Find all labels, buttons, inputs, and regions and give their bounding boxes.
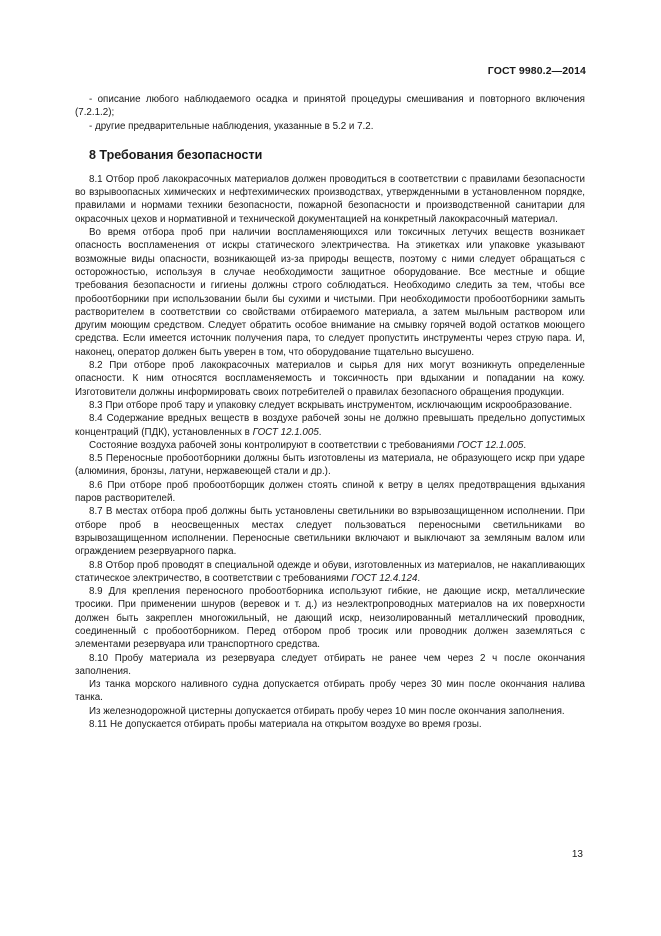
paragraph-8-10-rail: Из железнодорожной цистерны допускается отбирать пробу через 10 мин после окончания заполнения. xyxy=(89,705,565,717)
standard-reference: ГОСТ 12.4.124 xyxy=(351,572,418,584)
paragraph-8-7: 8.7 В местах отбора проб должны быть установлены светильники во взрывозащищенном исполнении. При отборе проб в неосвещенных местах следует пользоваться переносными светильниками во взрывозащищенном исполнении. Переносные светильники включают и выключают за земляным валом или ограждением резервуарного парка. xyxy=(75,506,585,558)
paragraph-8-10-sea: Из танка морского наливного судна допускается отбирать пробу через 30 мин после окончания налива танка. xyxy=(75,679,585,704)
paragraph-8-11: 8.11 Не допускается отбирать пробы материала на открытом воздухе во время грозы. xyxy=(89,719,482,731)
paragraph-8-9: 8.9 Для крепления переносного пробоотборника используют гибкие, не дающие искр, металлические тросики. При применении шнуров (веревок и т. д.) из неэлектропроводных материалов на их поверхности должен быть закреплен многожильный, не дающий искр, неизолированный металлический проводник, соединенный с пробоотборником. Перед отбором проб тросик или проводник должен заземляться с элементами резервуара или транспортного средства. xyxy=(75,586,585,651)
paragraph-tail: . xyxy=(523,439,527,451)
paragraph-text: Состояние воздуха рабочей зоны контролируют в соответствии с требованиями xyxy=(89,439,458,451)
page-body xyxy=(75,93,585,731)
paragraph-tail: . xyxy=(417,572,421,584)
intro-item: - другие предварительные наблюдения, указанные в 5.2 и 7.2. xyxy=(89,120,374,132)
paragraph-8-4-cont xyxy=(75,439,585,452)
intro-item: - описание любого наблюдаемого осадка и принятой процедуры смешивания и повторного включения (7.2.1.2); xyxy=(75,94,585,119)
paragraph-8-10: 8.10 Пробу материала из резервуара следует отбирать не ранее чем через 2 ч после окончания заполнения. xyxy=(75,652,585,677)
paragraph-tail: . xyxy=(318,426,322,438)
paragraph-8-5: 8.5 Переносные пробоотборники должны быть изготовлены из материала, не образующего искр при ударе (алюминия, бронзы, латуни, нержавеющей стали и др.). xyxy=(75,453,585,478)
paragraph-text: 8.8 Отбор проб проводят в специальной одежде и обуви, изготовленных из материалов, не накапливающих статическое электричество, в соответствии с требованиями xyxy=(75,559,585,584)
paragraph-8-3: 8.3 При отборе проб тару и упаковку следует вскрывать инструментом, исключающим искрообразование. xyxy=(89,399,573,411)
paragraph-text: 8.4 Содержание вредных веществ в воздухе рабочей зоны не должно превышать предельно допустимых концентраций (ПДК), установленных в xyxy=(75,413,585,438)
paragraph-8-1-cont: Во время отбора проб при наличии воспламеняющихся или токсичных летучих веществ возникает опасность воспламенения от искры статического электричества. На этикетках или упаковке указывают возможные виды опасности, возникающей из-за природы веществ, поэтому с ними следует обращаться с осторожностью, используя в случае необходимости защитное оборудование. Все местные и общие требования безопасности и гигиены должны строго соблюдаться. Необходимо следить за тем, чтобы все пробоотборники при использовании были бы сухими и чистыми. При необходимости пробоотборники замыть растворителем в соответствии со свойствами отбираемого материала, а затем мыльным раствором или другим моющим средством. Следует обратить особое внимание на смывку горячей водой остатков моющего средства. Если имеется источник получения пара, то следует пропустить инструменты через струю пара. И, наконец, оператор должен быть уверен в том, что оборудование тщательно высушено. xyxy=(75,227,585,358)
paragraph-8-1: 8.1 Отбор проб лакокрасочных материалов должен проводиться в соответствии с правилами безопасности во взрывоопасных химических и нефтехимических производствах, утвержденными в установленном порядке, правилами и нормами техники безопасности, пожарной безопасности и производственной санитарии для окрасочных цехов и нормативной и технической документацией на конкретный лакокрасочный материал. xyxy=(75,173,585,225)
page-number: 13 xyxy=(571,849,583,860)
standard-reference: ГОСТ 12.1.005 xyxy=(457,439,524,451)
document-code-header: ГОСТ 9980.2—2014 xyxy=(487,65,586,77)
paragraph-8-4 xyxy=(75,412,585,439)
paragraph-8-8 xyxy=(75,559,585,586)
section-title: 8 Требования безопасности xyxy=(89,147,263,162)
paragraph-8-6: 8.6 При отборе проб пробоотборщик должен стоять спиной к ветру в целях предотвращения вдыхания паров растворителей. xyxy=(75,479,585,505)
paragraph-8-2: 8.2 При отборе проб лакокрасочных материалов и сырья для них могут возникнуть определенные опасности. К ним относятся воспламеняемость и токсичность при вдыхании и попадании на кожу. Изготовители должны информировать своих потребителей о правилах безопасного обращения продукции. xyxy=(75,360,585,398)
standard-reference: ГОСТ 12.1.005 xyxy=(252,426,319,438)
